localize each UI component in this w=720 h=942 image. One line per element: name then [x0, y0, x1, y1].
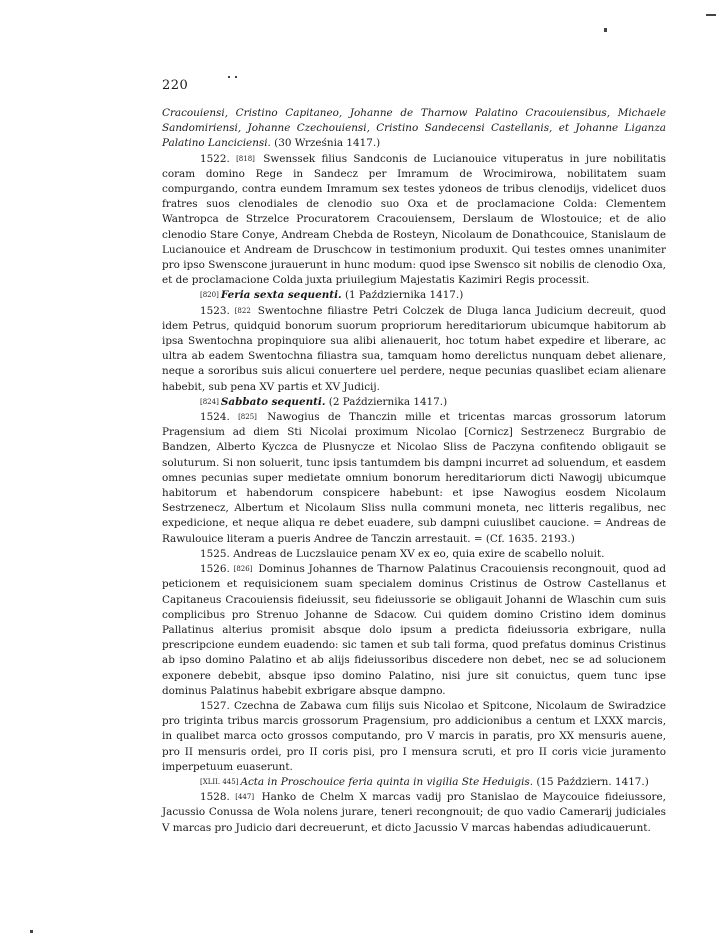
entry-text: Andreas de Luczslauice penam XV ex eo, quia exire de scabello noluit.: [233, 547, 605, 560]
entry-paragraph: [162, 304, 666, 395]
entry-number: 1527.: [200, 699, 234, 712]
entry-paragraph: [162, 562, 666, 699]
entry-reference: [826]: [233, 565, 253, 574]
entry-number: 1525.: [200, 547, 234, 560]
session-header: [162, 288, 666, 303]
entry-reference: [824]: [200, 397, 219, 406]
scan-mark-right-edge: [706, 14, 716, 16]
entry-reference: [820]: [200, 291, 219, 300]
scan-mark-dots-2: [235, 76, 237, 78]
session-header: [162, 775, 666, 790]
entry-text: Nawogius de Thanczin mille et tricentas marcas grossorum latorum Pragensium ad diem Sti Nicolai proximum Nicolao [Cornicz] Sestrzenecz Burgrabio de Bandzen, Alberto Kyczca de Plusnycze et Nicolao Sliss de Paczyna confitendo obligauit se soluturum. Si non soluerit, tunc ipsis tantumdem bis dampni incurret ad soluendum, et easdem omnes pecunias super medietate omnium bonorum hereditariorum dicti Nawogij ubicumque habitorum et habendorum conspicere habebunt: et ipse Nawogius eosdem Nicolaum Sestrzenecz, Albertum et Nicolaum Sliss nulla communi moneta, nec litteris regalibus, nec expedicione, et neque aliqua re debet euadere, sub dampni cuiuslibet caucione. = Andreas de Rawulouice literam a pueris Andree de Tanczin arrestauit. = (Cf. 1635. 2193.): [162, 411, 666, 545]
entry-text: Czechna de Zabawa cum filijs suis Nicolao et Spitcone, Nicolaum de Swiradzice pro triginta tribus marcis grossorum Pragensium, pro addicionibus a centum et LXXX marcis, in qualibet marca octo grossos computando, pro V marcis in paratis, pro XX mensuris auene, pro II mensuris ordei, pro II coris pisi, pro I mensura scruti, et pro II coris vicie juramento imperpetuum euaserunt.: [162, 699, 666, 773]
entry-number: 1523.: [200, 304, 235, 317]
entry-number: 1524.: [200, 411, 239, 424]
lead-italic-text: Cracouiensi, Cristino Capitaneo, Johanne de Tharnow Palatino Cracouiensibus, Michaele Sandomiriensi, Johanne Czechouiensi, Cristino Sandecensi Castellanis, et Johanne Liganza Palatino Lanciciensi.: [162, 107, 666, 150]
entry-paragraph: [162, 152, 666, 289]
entry-reference: [825]: [238, 413, 257, 422]
page-number: 220: [162, 78, 189, 93]
entry-reference: [447]: [235, 793, 255, 802]
entry-text: Dominus Johannes de Tharnow Palatinus Cracouiensis recongnouit, quod ad peticionem et requisicionem suam specialem dominus Cristinus de Ostrow Castellanus et Capitaneus Cracouiensis fideiussit, seu fideiussorie se obligauit Johanni de Wlaschin cum suis complicibus pro Strenuo Johanne de Sdacow. Cui quidem domino Cristino idem dominus Pallatinus alterius promisit absque dolo ipsum a predicta fideiussoria exbrigare, nulla prescripcione eundem euadendo: sic tamen et sub tali forma, quod prefatus dominus Cristinus ab ipso domino Palatino et ab alijs fideiussoribus discedere non debet, nec se ad solucionem exponere debebit, absque ipso domino Palatino, nisi jure sit conuictus, quem tunc ipse dominus Palatinus habebit exbrigare absque dampno.: [162, 563, 666, 697]
scan-mark-bottom-left: [30, 930, 33, 933]
session-title: Feria sexta sequenti.: [220, 289, 342, 302]
entry-text: Hanko de Chelm X marcas vadij pro Stanislao de Maycouice fideiussore, Jacussio Conussa de Wola nolens jurare, teneri recongnouit; de quo vadio Camerarij judiciales V marcas pro Judicio dari decreuerunt, et dicto Jacussio V marcas habendas adiudicauerunt.: [162, 791, 666, 834]
entry-number: 1526.: [200, 563, 234, 576]
scan-mark-top-right: [604, 28, 607, 32]
entry-number: 1522.: [200, 152, 237, 165]
entry-text: Swenssek filius Sandconis de Lucianouice vituperatus in jure nobilitatis coram domino Rege in Sandecz per Imramum de Wrocimirowa, nobilitatem suam compurgando, contra eundem Imramum sex testes ydoneos de tribus clenodijs, videlicet duos fratres suos clenodiales de clenodio suo Oxa et de proclamacione Colda: Clementem Wantropca de Strzelce Procuratorem Cracouiensem, Derslaum de Wlostouice; et de alio clenodio Stare Conye, Andream Chebda de Rosteyn, Nicolaum de Donathcouice, Stanislaum de Lucianouice et Andream de Druschcow in testimonium produxit. Qui testes omnes unanimiter pro ipso Swenscone jurauerunt in hunc modum: quod ipse Swensco sit nobilis de clenodio Oxa, et de proclamacione Colda juxta priuilegium Majestatis Kazimiri Regis processit.: [162, 152, 666, 287]
lead-date: (30 Września 1417.): [270, 137, 381, 150]
session-date: (2 Października 1417.): [325, 395, 448, 408]
entry-paragraph: [162, 699, 666, 775]
page-body: [162, 106, 666, 836]
entry-reference: [XLII. 445]: [200, 777, 239, 786]
lead-paragraph: [162, 106, 666, 152]
session-header: [162, 395, 666, 410]
session-title: Acta in Proschouice feria quinta in vigilia Ste Heduigis.: [240, 775, 534, 788]
entry-paragraph: [162, 790, 666, 836]
entry-paragraph: [162, 547, 666, 562]
entry-text: Swentochne filiastre Petri Colczek de Dluga lanca Judicium decreuit, quod idem Petrus, quidquid bonorum suorum propriorum hereditariorum ubicumque habitorum ab ipsa Swentochna propinquiore sua alibi alienauerit, hoc totum habet expedire et liberare, ac ultra ab eadem Swentochna filiastra sua, tamquam homo derelictus nunquam debet alienare, neque a sororibus suis alicui conuertere uel perdere, neque pecunias quaslibet eciam alienare habebit, sub pena XV partis et XV Judicij.: [162, 304, 666, 393]
session-date: (1 Października 1417.): [341, 289, 464, 302]
entry-number: 1528.: [200, 791, 236, 804]
scan-mark-dots: [228, 76, 230, 78]
session-title: Sabbato sequenti.: [220, 395, 326, 408]
entry-reference: [822: [234, 306, 251, 315]
entry-paragraph: [162, 410, 666, 547]
entry-reference: [818]: [236, 154, 255, 163]
session-date: (15 Październ. 1417.): [533, 775, 649, 788]
